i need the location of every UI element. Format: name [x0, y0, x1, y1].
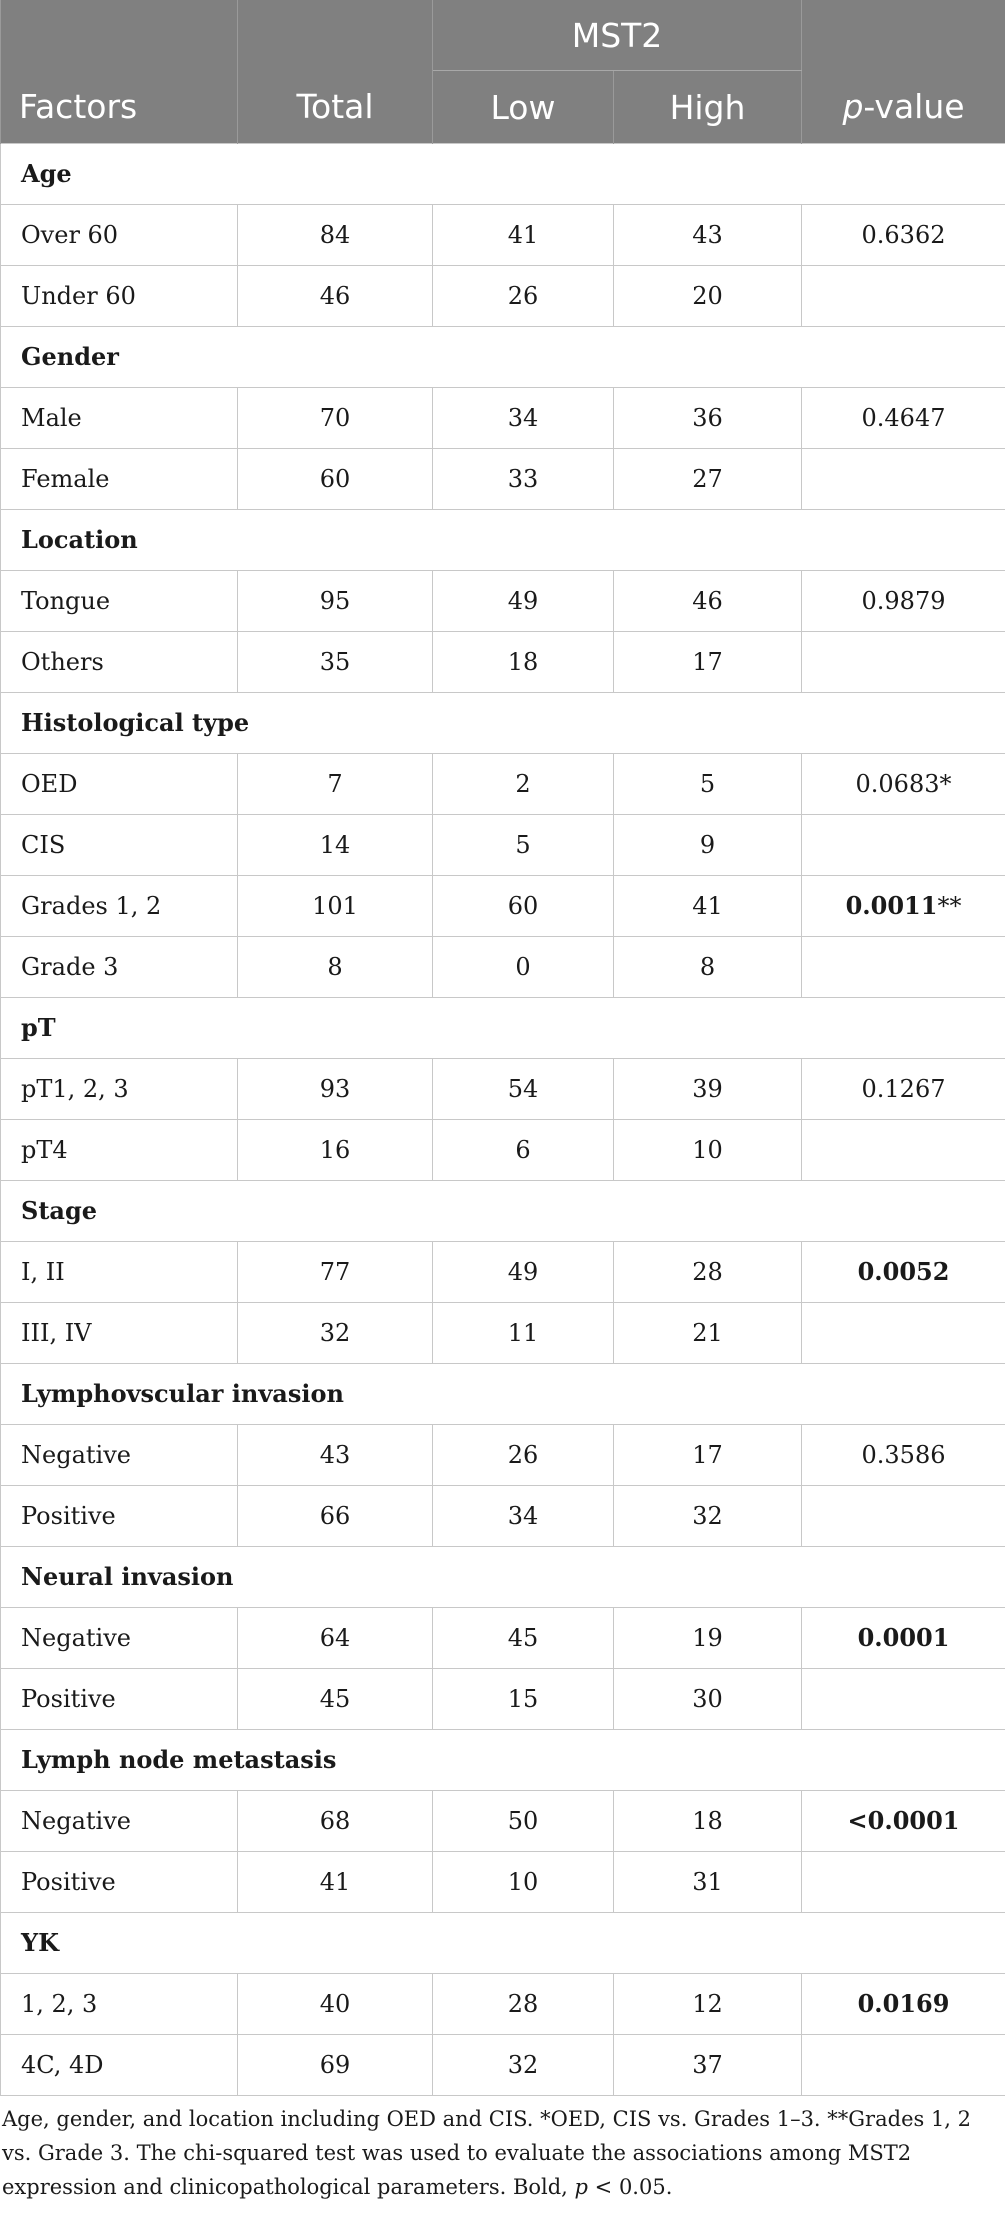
high-cell: 10 — [614, 1120, 802, 1181]
p-value-text: 0.9879 — [861, 587, 946, 615]
p-value-cell — [802, 815, 1005, 876]
table-row — [1, 1059, 1005, 1120]
p-value-cell — [802, 205, 1005, 266]
table-row — [1, 1608, 1005, 1669]
group-label: YK — [1, 1913, 1005, 1974]
factor-cell: Negative — [1, 1791, 238, 1852]
factor-cell: Grade 3 — [1, 937, 238, 998]
high-cell: 46 — [614, 571, 802, 632]
group-label: Histological type — [1, 693, 1005, 754]
p-value-cell — [802, 1425, 1005, 1486]
total-cell: 66 — [238, 1486, 433, 1547]
p-value-cell — [802, 1303, 1005, 1364]
table-row — [1, 754, 1005, 815]
low-cell: 50 — [433, 1791, 614, 1852]
table-row — [1, 205, 1005, 266]
low-cell: 5 — [433, 815, 614, 876]
high-cell: 36 — [614, 388, 802, 449]
table-row — [1, 937, 1005, 998]
high-cell: 20 — [614, 266, 802, 327]
low-cell: 41 — [433, 205, 614, 266]
p-value-text: 0.1267 — [861, 1075, 946, 1103]
high-cell: 43 — [614, 205, 802, 266]
table-footnote — [0, 2096, 991, 2204]
high-cell: 17 — [614, 632, 802, 693]
p-value-text: 0.6362 — [861, 221, 946, 249]
high-cell: 28 — [614, 1242, 802, 1303]
table-row — [1, 1486, 1005, 1547]
total-cell: 32 — [238, 1303, 433, 1364]
table-group-row — [1, 1364, 1005, 1425]
p-value-text: 0.0001 — [857, 1623, 950, 1652]
factor-cell: OED — [1, 754, 238, 815]
header-high: High — [614, 71, 802, 144]
low-cell: 49 — [433, 571, 614, 632]
total-cell: 8 — [238, 937, 433, 998]
factor-cell: Tongue — [1, 571, 238, 632]
footnote-text-1: Age, gender, and location including OED and CIS. *OED, CIS vs. Grades 1–3. **Grades 1, 2 vs. Grade 3. The chi-squared test was used to evaluate the associations among MST2 expression and clinicopathological parameters. Bold, — [2, 2107, 972, 2199]
footnote-p-italic: p — [574, 2175, 588, 2199]
header-row-group — [1, 0, 1005, 71]
high-cell: 31 — [614, 1852, 802, 1913]
total-cell: 14 — [238, 815, 433, 876]
low-cell: 2 — [433, 754, 614, 815]
factor-cell: Positive — [1, 1486, 238, 1547]
header-row-columns — [1, 71, 1005, 144]
table-group-row — [1, 144, 1005, 205]
p-value-cell — [802, 1242, 1005, 1303]
high-cell: 5 — [614, 754, 802, 815]
total-cell: 64 — [238, 1608, 433, 1669]
group-label: Stage — [1, 1181, 1005, 1242]
header-total: Total — [238, 71, 433, 144]
factor-cell: Negative — [1, 1608, 238, 1669]
table-row — [1, 388, 1005, 449]
group-label: Location — [1, 510, 1005, 571]
factor-cell: Male — [1, 388, 238, 449]
high-cell: 18 — [614, 1791, 802, 1852]
group-label: Lymph node metastasis — [1, 1730, 1005, 1791]
low-cell: 15 — [433, 1669, 614, 1730]
p-value-cell — [802, 1669, 1005, 1730]
high-cell: 30 — [614, 1669, 802, 1730]
p-value-cell — [802, 449, 1005, 510]
total-cell: 69 — [238, 2035, 433, 2096]
p-value-cell — [802, 388, 1005, 449]
low-cell: 0 — [433, 937, 614, 998]
p-value-cell — [802, 2035, 1005, 2096]
p-value-cell — [802, 1120, 1005, 1181]
total-cell: 35 — [238, 632, 433, 693]
low-cell: 28 — [433, 1974, 614, 2035]
total-cell: 43 — [238, 1425, 433, 1486]
group-label: Lymphovscular invasion — [1, 1364, 1005, 1425]
total-cell: 101 — [238, 876, 433, 937]
total-cell: 70 — [238, 388, 433, 449]
high-cell: 27 — [614, 449, 802, 510]
low-cell: 54 — [433, 1059, 614, 1120]
factor-cell: Positive — [1, 1669, 238, 1730]
header-empty-cell — [1, 0, 238, 71]
group-label: Age — [1, 144, 1005, 205]
high-cell: 32 — [614, 1486, 802, 1547]
p-value-cell — [802, 1059, 1005, 1120]
table-row — [1, 815, 1005, 876]
p-value-text: <0.0001 — [847, 1806, 960, 1835]
table-group-row — [1, 1913, 1005, 1974]
total-cell: 7 — [238, 754, 433, 815]
low-cell: 10 — [433, 1852, 614, 1913]
table-row — [1, 2035, 1005, 2096]
table-row — [1, 571, 1005, 632]
total-cell: 77 — [238, 1242, 433, 1303]
p-value-cell — [802, 571, 1005, 632]
total-cell: 95 — [238, 571, 433, 632]
factor-cell: pT4 — [1, 1120, 238, 1181]
table-row — [1, 1974, 1005, 2035]
low-cell: 32 — [433, 2035, 614, 2096]
p-value-cell — [802, 754, 1005, 815]
table-row — [1, 1425, 1005, 1486]
high-cell: 9 — [614, 815, 802, 876]
p-value-text: 0.0683* — [855, 770, 952, 798]
total-cell: 16 — [238, 1120, 433, 1181]
factor-cell: 1, 2, 3 — [1, 1974, 238, 2035]
total-cell: 84 — [238, 205, 433, 266]
total-cell: 40 — [238, 1974, 433, 2035]
table-row — [1, 632, 1005, 693]
header-p-value — [802, 71, 1005, 144]
factor-cell: III, IV — [1, 1303, 238, 1364]
p-value-cell — [802, 1486, 1005, 1547]
p-value-mark: ** — [937, 892, 962, 920]
p-value-text: 0.3586 — [861, 1441, 946, 1469]
table-header — [1, 0, 1005, 144]
table-group-row — [1, 510, 1005, 571]
low-cell: 11 — [433, 1303, 614, 1364]
table-row — [1, 266, 1005, 327]
p-value-cell — [802, 266, 1005, 327]
low-cell: 26 — [433, 266, 614, 327]
group-label: Neural invasion — [1, 1547, 1005, 1608]
factor-cell: Grades 1, 2 — [1, 876, 238, 937]
factor-cell: Under 60 — [1, 266, 238, 327]
table-group-row — [1, 1181, 1005, 1242]
table-row — [1, 1852, 1005, 1913]
table-row — [1, 1303, 1005, 1364]
table-body — [1, 144, 1005, 2096]
p-value-cell — [802, 937, 1005, 998]
total-cell: 41 — [238, 1852, 433, 1913]
table-group-row — [1, 693, 1005, 754]
p-value-cell — [802, 1974, 1005, 2035]
p-value-cell — [802, 1791, 1005, 1852]
low-cell: 33 — [433, 449, 614, 510]
p-value-text: 0.0169 — [857, 1989, 950, 2018]
table-group-row — [1, 327, 1005, 388]
high-cell: 12 — [614, 1974, 802, 2035]
low-cell: 60 — [433, 876, 614, 937]
factor-cell: I, II — [1, 1242, 238, 1303]
table-row — [1, 449, 1005, 510]
header-p-italic: p — [842, 87, 864, 127]
low-cell: 45 — [433, 1608, 614, 1669]
factor-cell: 4C, 4D — [1, 2035, 238, 2096]
factor-cell: Over 60 — [1, 205, 238, 266]
high-cell: 8 — [614, 937, 802, 998]
group-label: Gender — [1, 327, 1005, 388]
low-cell: 26 — [433, 1425, 614, 1486]
low-cell: 49 — [433, 1242, 614, 1303]
factor-cell: Others — [1, 632, 238, 693]
p-value-cell — [802, 632, 1005, 693]
low-cell: 34 — [433, 388, 614, 449]
total-cell: 45 — [238, 1669, 433, 1730]
total-cell: 93 — [238, 1059, 433, 1120]
total-cell: 60 — [238, 449, 433, 510]
low-cell: 6 — [433, 1120, 614, 1181]
table-row — [1, 1791, 1005, 1852]
p-value-text: 0.4647 — [861, 404, 946, 432]
p-value-text: 0.0052 — [857, 1257, 950, 1286]
header-empty-cell — [802, 0, 1005, 71]
group-label: pT — [1, 998, 1005, 1059]
high-cell: 39 — [614, 1059, 802, 1120]
factor-cell: pT1, 2, 3 — [1, 1059, 238, 1120]
total-cell: 46 — [238, 266, 433, 327]
p-value-cell — [802, 876, 1005, 937]
p-value-text: 0.0011 — [845, 891, 938, 920]
table-group-row — [1, 1547, 1005, 1608]
factor-cell: Positive — [1, 1852, 238, 1913]
table-group-row — [1, 1730, 1005, 1791]
high-cell: 21 — [614, 1303, 802, 1364]
table-row — [1, 876, 1005, 937]
factor-cell: Female — [1, 449, 238, 510]
table-row — [1, 1242, 1005, 1303]
header-empty-cell — [238, 0, 433, 71]
table-row — [1, 1120, 1005, 1181]
footnote-text-2: < 0.05. — [588, 2175, 673, 2199]
table-group-row — [1, 998, 1005, 1059]
factor-cell: Negative — [1, 1425, 238, 1486]
high-cell: 41 — [614, 876, 802, 937]
low-cell: 34 — [433, 1486, 614, 1547]
table-row — [1, 1669, 1005, 1730]
low-cell: 18 — [433, 632, 614, 693]
header-p-suffix: -value — [863, 87, 965, 127]
high-cell: 19 — [614, 1608, 802, 1669]
header-low: Low — [433, 71, 614, 144]
header-mst2: MST2 — [433, 0, 802, 71]
factor-cell: CIS — [1, 815, 238, 876]
header-factors: Factors — [1, 71, 238, 144]
p-value-cell — [802, 1852, 1005, 1913]
total-cell: 68 — [238, 1791, 433, 1852]
high-cell: 17 — [614, 1425, 802, 1486]
high-cell: 37 — [614, 2035, 802, 2096]
p-value-cell — [802, 1608, 1005, 1669]
